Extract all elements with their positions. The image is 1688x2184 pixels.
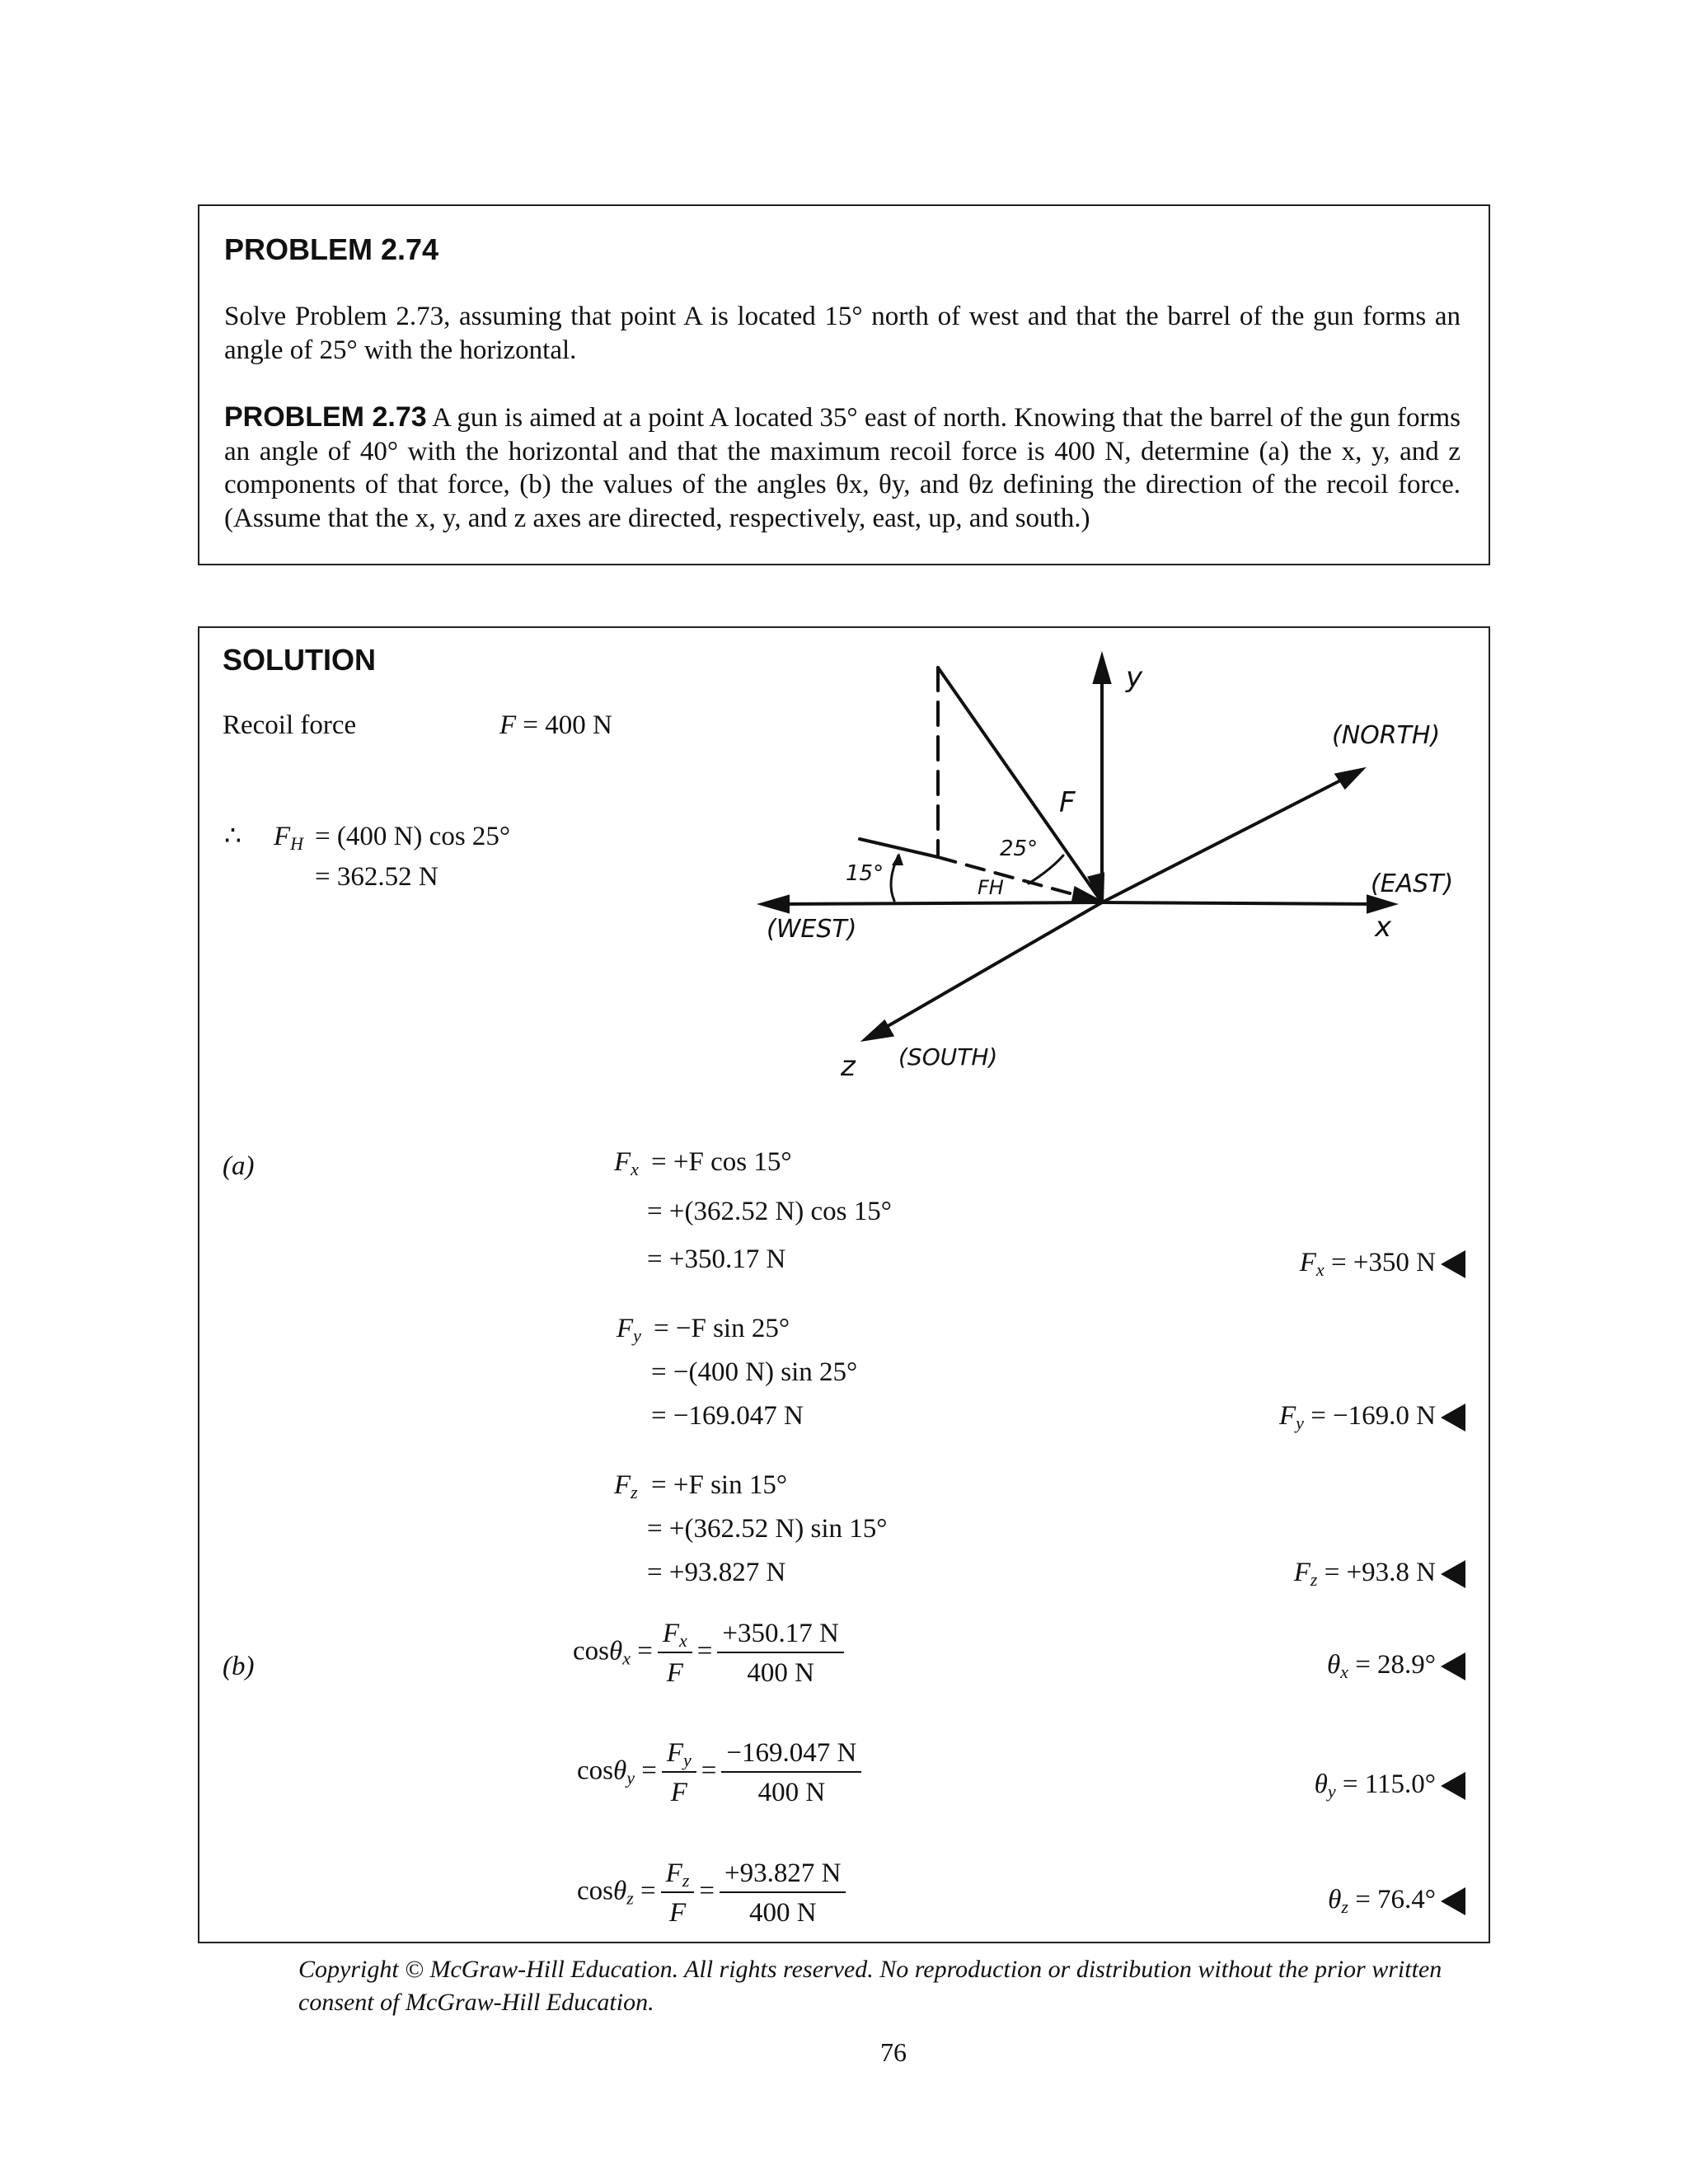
copyright-notice: Copyright © McGraw-Hill Education. All rights reserved. No reproduction or distribution without the prior written consent of McGraw-Hill Education.: [298, 1956, 1442, 2016]
page-number: 76: [880, 2037, 907, 2067]
therefore-symbol: ∴: [224, 822, 241, 851]
answer-marker-icon: [1441, 1887, 1465, 1915]
answer-theta-z: $\theta_z = 76.4^\circ$: [1328, 1883, 1465, 1916]
answer-marker-icon: [1441, 1652, 1465, 1680]
label-x: x: [1375, 911, 1392, 944]
fz-line3: = +93.827 N: [647, 1558, 786, 1587]
answer-fx: $F_x = +350$ N: [1300, 1246, 1465, 1279]
force-f-line: [938, 668, 1102, 902]
west-line: [775, 902, 1102, 904]
label-y: y: [1126, 661, 1143, 694]
fx-line1: = +F cos 15°: [651, 1147, 792, 1177]
part-b-label: (b): [223, 1652, 255, 1681]
fx-line2: = +(362.52 N) cos 15°: [647, 1197, 892, 1226]
fh-dashed: [938, 857, 1088, 898]
recoil-equation: F = 400 N: [499, 710, 612, 740]
label-west: (WEST): [767, 915, 857, 944]
part-a-label: (a): [223, 1151, 255, 1181]
fy-label: $F_y$: [617, 1314, 641, 1346]
z-axis: [878, 902, 1102, 1032]
label-fh: FH: [978, 876, 1004, 899]
answer-marker-icon: [1441, 1250, 1465, 1278]
label-east: (EAST): [1371, 869, 1454, 898]
label-angle-15: 15°: [846, 861, 884, 886]
west-arrow: [762, 897, 788, 912]
answer-fy: $F_y = -169.0$ N: [1279, 1399, 1465, 1432]
fy-line3: = −169.047 N: [651, 1401, 804, 1431]
label-north: (NORTH): [1332, 721, 1441, 750]
x-axis: [1102, 902, 1381, 904]
fx-label: $F_x$: [614, 1147, 639, 1179]
fy-line2: = −(400 N) sin 25°: [651, 1357, 858, 1387]
problem-heading: PROBLEM 2.74: [224, 232, 439, 266]
answer-marker-icon: [1441, 1404, 1465, 1432]
answer-theta-y: $\theta_y = 115.0^\circ$: [1315, 1768, 1465, 1801]
label-angle-25: 25°: [1000, 837, 1039, 861]
reference-heading: PROBLEM 2.73: [224, 401, 427, 433]
north-arrow: [1337, 770, 1362, 787]
x-axis-arrow: [1368, 897, 1393, 912]
fh-line1: = (400 N) cos 25°: [315, 822, 511, 851]
recoil-label: Recoil force: [223, 710, 357, 740]
reference-text: A gun is aimed at a point A located 35° east of north. Knowing that the barrel of the gun forms an angle of 40° with the horizontal and that the maximum recoil force is 400 N, determine (a) the x, y, and z components of that force, (b) the values of the angles θx, θy, and θz defining the direction of the recoil force. (Assume that the x, y, and z axes are directed, respectively, east, up, and south.): [224, 403, 1461, 533]
problem-statement: Solve Problem 2.73, assuming that point A is located 15° north of west and that the barrel of the gun forms an angle of 25° with the horizontal.: [224, 302, 1461, 365]
fz-line2: = +(362.52 N) sin 15°: [647, 1514, 888, 1544]
label-z: z: [841, 1050, 856, 1083]
answer-theta-x: $\theta_x = 28.9^\circ$: [1327, 1648, 1465, 1681]
label-f: F: [1059, 786, 1076, 819]
fy-line1: = −F sin 25°: [654, 1314, 790, 1343]
fh-line2: = 362.52 N: [315, 862, 438, 892]
solution-heading: SOLUTION: [223, 643, 376, 677]
fz-label: $F_z$: [614, 1470, 638, 1502]
fh-label: $F_H$: [274, 822, 304, 854]
answer-marker-icon: [1441, 1772, 1465, 1800]
label-south: (SOUTH): [898, 1043, 998, 1071]
answer-fz: $F_z = +93.8$ N: [1294, 1556, 1465, 1589]
fz-line1: = +F sin 15°: [651, 1470, 788, 1500]
cos-theta-y: cosθ$_y$ = $\frac{F_y}{F}$ = $\frac{-169.047 N}{400 N}$: [577, 1736, 866, 1809]
fx-line3: = +350.17 N: [647, 1244, 786, 1274]
answer-marker-icon: [1441, 1560, 1465, 1588]
cos-theta-x: cosθ$_x$ = $\frac{F_x}{F}$ = $\frac{+350.17 N}{400 N}$: [573, 1617, 849, 1690]
y-axis-arrow: [1095, 657, 1109, 682]
north-line: [1102, 775, 1352, 902]
cos-theta-z: cosθ$_z$ = $\frac{F_z}{F}$ = $\frac{+93.827 N}{400 N}$: [577, 1857, 851, 1929]
